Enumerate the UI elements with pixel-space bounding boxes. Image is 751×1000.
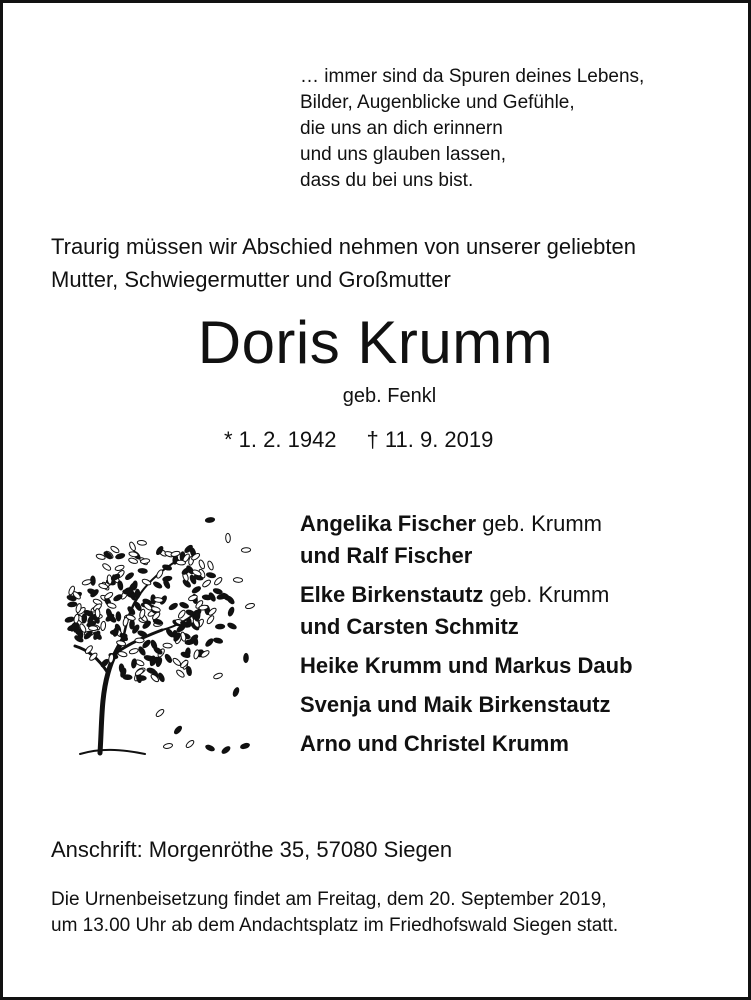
mourner-name: Arno und Christel Krumm xyxy=(300,731,569,756)
mourner-maiden-name: geb. Krumm xyxy=(483,582,610,607)
mourner-name: Elke Birkenstautz xyxy=(300,582,484,607)
tree-with-blowing-leaves-icon xyxy=(50,508,260,760)
mourner-group xyxy=(300,508,633,572)
life-dates xyxy=(224,425,493,455)
mourner-name: und Ralf Fischer xyxy=(300,543,473,568)
mourner-name: Heike Krumm und Markus Daub xyxy=(300,653,633,678)
mourner-name: und Carsten Schmitz xyxy=(300,614,519,639)
intro-text: Traurig müssen wir Abschied nehmen von unserer geliebten Mutter, Schwiegermutter und Großmutter xyxy=(51,234,636,292)
poem: … immer sind da Spuren deines Lebens, Bilder, Augenblicke und Gefühle, die uns an dich erinnern und uns glauben lassen, dass du bei uns bist. xyxy=(300,66,645,191)
birth-date: * 1. 2. 1942 xyxy=(224,427,337,452)
mourner-line xyxy=(300,689,633,721)
mourner-line xyxy=(300,540,633,572)
mourner-name: Angelika Fischer xyxy=(300,511,477,536)
address-line: Anschrift: Morgenröthe 35, 57080 Siegen xyxy=(51,837,453,862)
mourner-maiden-name: geb. Krumm xyxy=(476,511,603,536)
mourner-line xyxy=(300,728,633,760)
mourner-group xyxy=(300,650,633,682)
death-date: † 11. 9. 2019 xyxy=(366,427,494,452)
mourner-group xyxy=(300,689,633,721)
mourner-line xyxy=(300,579,633,611)
mourners-list xyxy=(300,508,633,767)
funeral-info: Die Urnenbeisetzung findet am Freitag, dem 20. September 2019, um 13.00 Uhr ab dem Andachtsplatz im Friedhofswald Siegen statt. xyxy=(51,889,619,936)
mourner-group xyxy=(300,579,633,643)
mourner-line xyxy=(300,611,633,643)
maiden-name: geb. Fenkl xyxy=(342,385,437,407)
mourner-line xyxy=(300,650,633,682)
mourner-group xyxy=(300,728,633,760)
mourner-line xyxy=(300,508,633,540)
deceased-name: Doris Krumm xyxy=(197,309,554,376)
mourner-name: Svenja und Maik Birkenstautz xyxy=(300,692,611,717)
